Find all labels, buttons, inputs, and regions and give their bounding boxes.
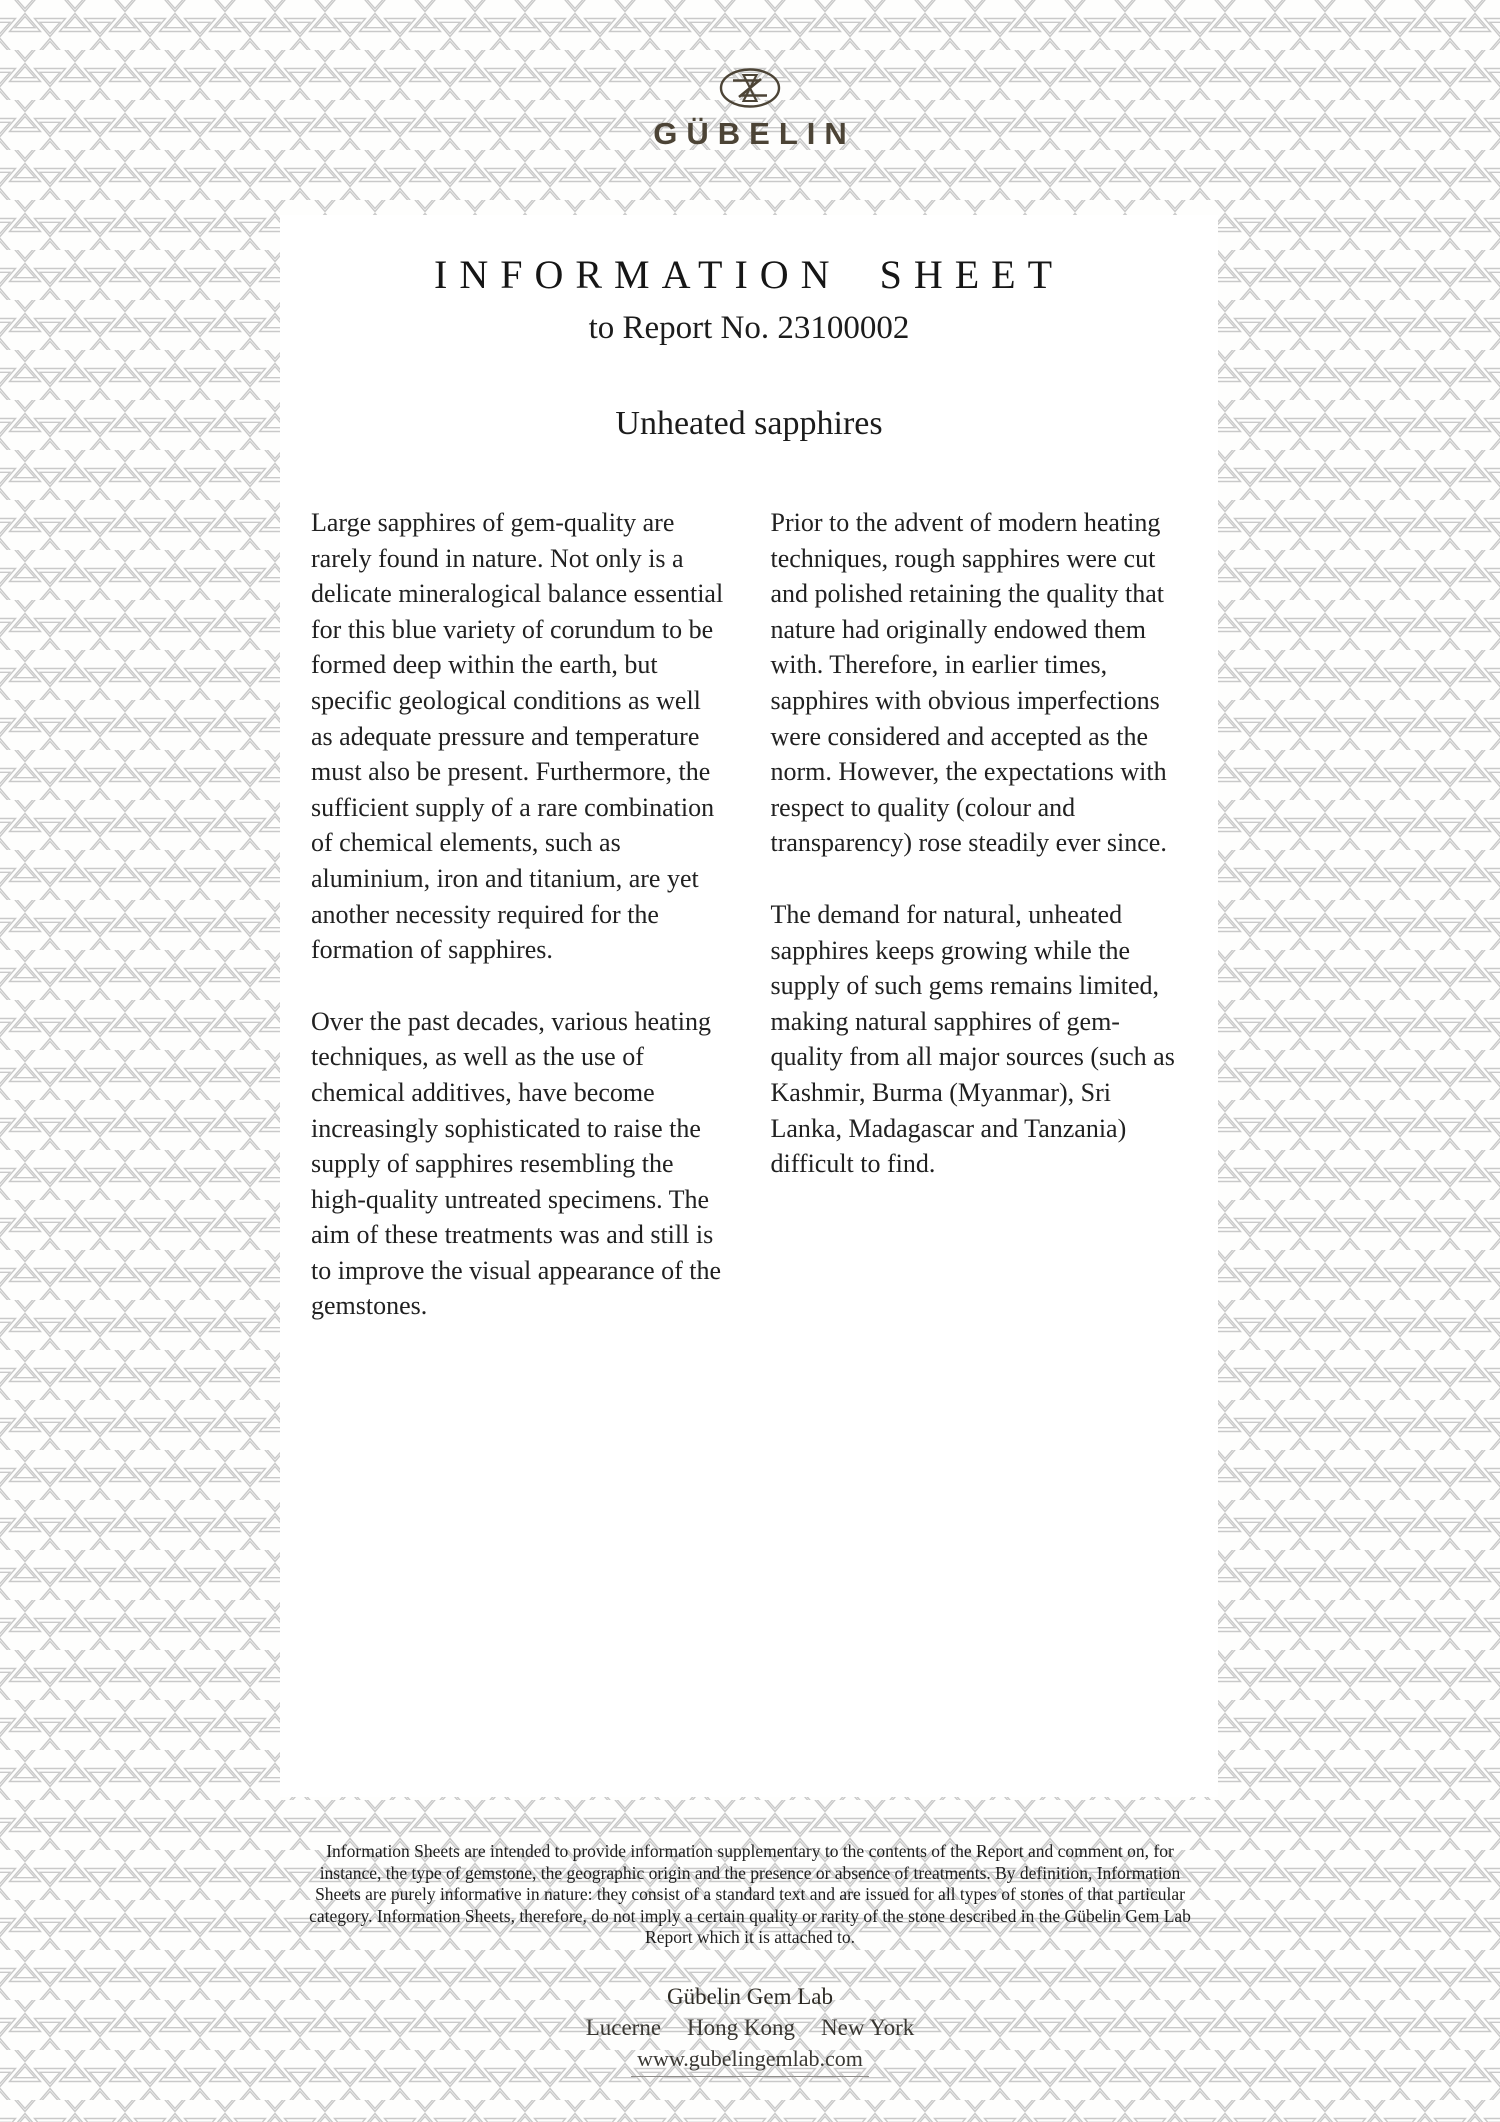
- report-number-line: to Report No. 23100002: [588, 310, 910, 346]
- location-newyork: New York: [821, 2015, 915, 2040]
- document-header: [280, 215, 1218, 443]
- document-sheet: [280, 215, 1218, 1797]
- right-column-paragraph: The demand for natural, unheated sapphires keeps growing while the supply of such gems remains limited, making natural sapphires of gem-quality from all major sources (such as Kashmir, Burma (Myanmar), Sri Lanka, Madagascar and Tanzania) difficult to find.: [770, 899, 1175, 1179]
- right-column-paragraph: Prior to the advent of modern heating techniques, rough sapphires were cut and polished retaining the quality that nature had originally endowed them with. Therefore, in earlier times, sapphires with obvious imperfections were considered and accepted as the norm. However, the expectations with respect to quality (colour and transparency) rose steadily ever since.: [770, 508, 1167, 858]
- disclaimer-text: Information Sheets are intended to provide information supplementary to the contents of the Report and comment on, for instance, the type of gemstone, the geographic origin and the presence or absence of treatments. By definition, Information Sheets are purely informative in nature: they consist of a standard text and are issued for all types of stones of that particular category. Information Sheets, therefore, do not imply a certain quality or rarity of the stone described in the Gübelin Gem Lab Report which it is attached to.: [309, 1841, 1191, 1947]
- page-title: INFORMATION SHEET: [434, 252, 1064, 297]
- subject-title: Unheated sapphires: [615, 405, 883, 442]
- document-footer: [0, 1984, 1500, 2077]
- left-column: [311, 505, 727, 1360]
- brand-wordmark: GÜBELIN: [653, 116, 856, 151]
- right-column: [771, 505, 1187, 1360]
- lab-locations: [0, 2015, 1500, 2041]
- website-link[interactable]: www.gubelingemlab.com: [637, 2046, 863, 2071]
- gubelin-hourglass-emblem-icon: [718, 66, 782, 110]
- location-lucerne: Lucerne: [585, 2015, 662, 2040]
- footer-divider: [631, 2076, 869, 2077]
- location-hongkong: Hong Kong: [687, 2015, 796, 2040]
- lab-name: Gübelin Gem Lab: [666, 1984, 834, 2009]
- left-column-paragraph: Large sapphires of gem-quality are rarely found in nature. Not only is a delicate mineralogical balance essential for this blue variety of corundum to be formed deep within the earth, but specific geological conditions as well as adequate pressure and temperature must also be present. Furthermore, the sufficient supply of a rare combination of chemical elements, such as aluminium, iron and titanium, are yet another necessity required for the formation of sapphires.: [311, 508, 724, 965]
- brand-logo: [0, 66, 1500, 152]
- left-column-paragraph: Over the past decades, various heating techniques, as well as the use of chemical additives, have become increasingly sophisticated to raise the supply of sapphires resembling the high-quality untreated specimens. The aim of these treatments was and still is to improve the visual appearance of the gemstones.: [311, 1006, 722, 1321]
- body-columns: [280, 443, 1218, 1360]
